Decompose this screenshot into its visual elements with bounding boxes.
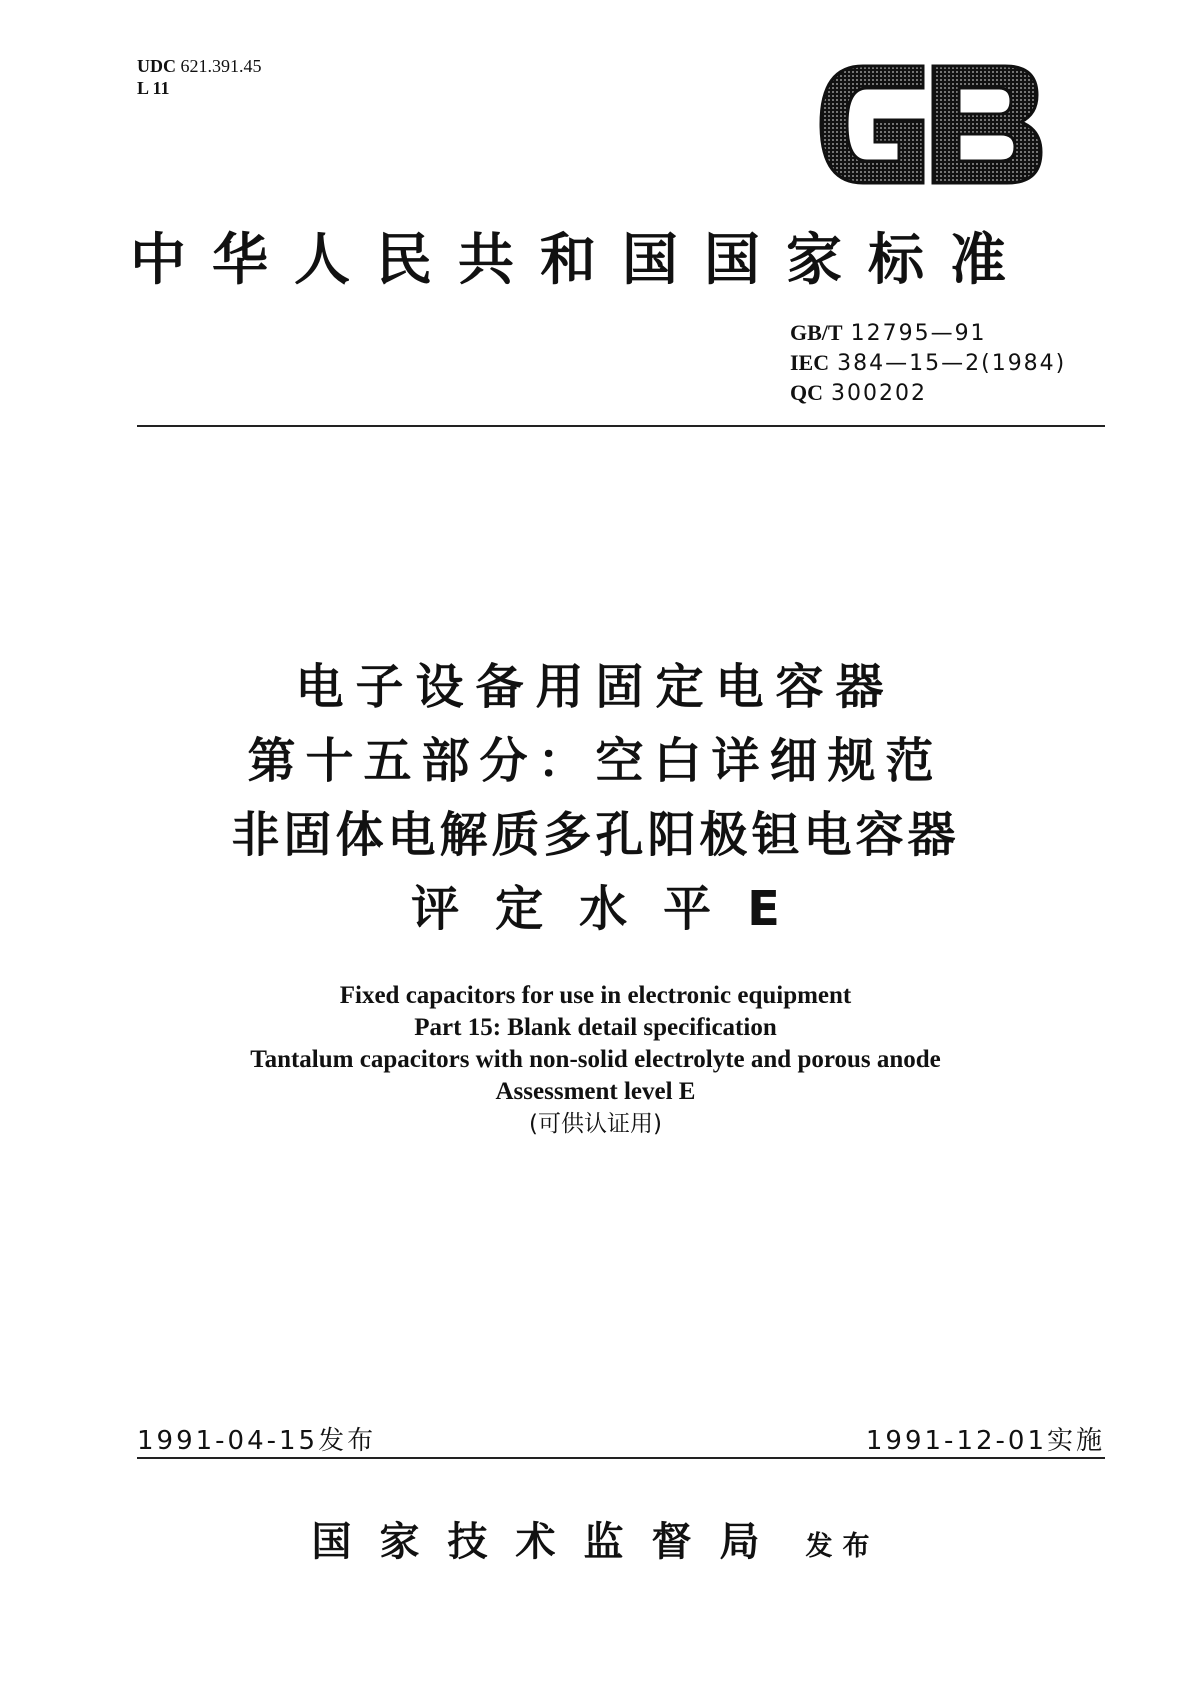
standard-codes — [790, 318, 1066, 408]
gb-logo — [815, 62, 1045, 187]
qc-code-number: 300202 — [831, 381, 927, 406]
issuer-name: 国家技术监督局 — [311, 1518, 788, 1565]
issuer-verb: 发布 — [805, 1531, 880, 1562]
gb-code-prefix: GB/T — [790, 320, 843, 345]
udc-block — [137, 55, 262, 99]
iec-code — [790, 348, 1066, 378]
standard-banner-title: 中华人民共和国国家标准 — [130, 227, 1032, 293]
issue-date: 1991-04-15发布 — [137, 1426, 377, 1456]
issuer — [0, 1510, 1191, 1567]
udc-line — [137, 55, 262, 77]
chinese-title — [0, 650, 1191, 946]
gb-code-number: 12795—91 — [850, 321, 987, 346]
chinese-title-line-4: 评定水平E — [411, 881, 816, 937]
english-title-line-3: Tantalum capacitors with non-solid electrolyte and porous anode — [250, 1046, 941, 1073]
chinese-title-line-3: 非固体电解质多孔阳极钽电容器 — [231, 807, 960, 863]
iec-code-number: 384—15—2(1984) — [837, 351, 1067, 376]
gb-code — [790, 318, 1066, 348]
class-code: L 11 — [137, 78, 170, 98]
certification-note: (可供认证用) — [529, 1111, 662, 1137]
udc-label: UDC — [137, 56, 176, 76]
top-divider — [137, 425, 1105, 427]
qc-code-prefix: QC — [790, 380, 823, 405]
english-title-line-2: Part 15: Blank detail specification — [414, 1014, 777, 1041]
english-title — [0, 980, 1191, 1140]
udc-value: 621.391.45 — [180, 56, 262, 76]
iec-code-prefix: IEC — [790, 350, 830, 375]
english-title-line-1: Fixed capacitors for use in electronic equipment — [339, 982, 852, 1009]
chinese-title-line-2: 第十五部分：空白详细规范 — [247, 733, 944, 789]
bottom-divider — [137, 1457, 1105, 1459]
qc-code — [790, 378, 1066, 408]
chinese-title-line-1: 电子设备用固定电容器 — [295, 659, 896, 715]
english-title-line-4: Assessment level E — [495, 1078, 696, 1105]
effective-date: 1991-12-01实施 — [865, 1426, 1105, 1456]
